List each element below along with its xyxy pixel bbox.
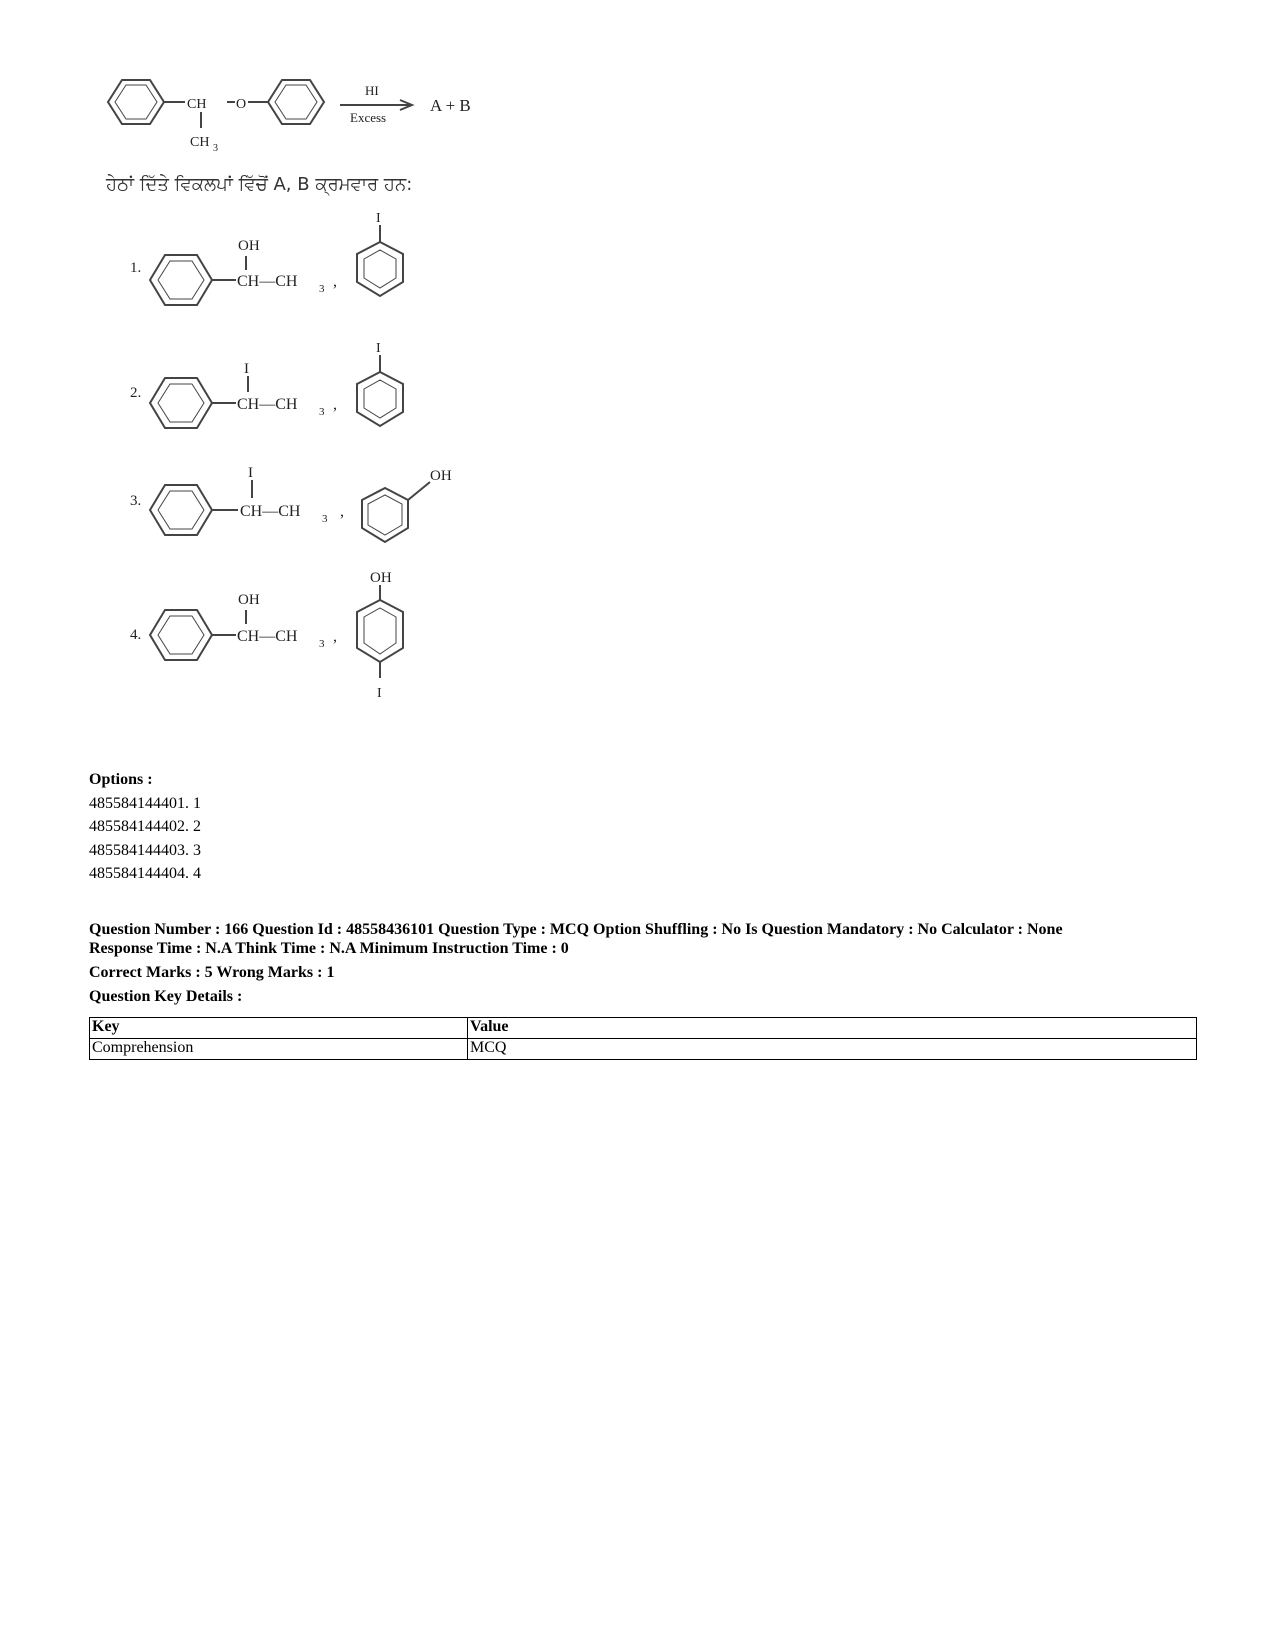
choice-chain: CH—CH (240, 503, 301, 520)
option-item: 485584144402. 2 (89, 818, 201, 835)
choice-top-group: I (248, 465, 253, 481)
choice-ring-substituent: OH (370, 570, 392, 586)
choice-ring-substituent: I (376, 211, 381, 226)
choice-top-group: OH (238, 592, 260, 608)
ch-label: CH (187, 97, 207, 112)
choice-separator: , (333, 628, 337, 645)
table-cell-value: MCQ (468, 1039, 1197, 1060)
reagent-top: HI (365, 83, 379, 98)
question-figure (100, 70, 520, 740)
choice-separator: , (333, 396, 337, 413)
table-header-row (90, 1018, 1197, 1039)
choice-ring-substituent: OH (430, 468, 452, 484)
response-time-line: Response Time : N.A Think Time : N.A Minimum Instruction Time : 0 (89, 940, 569, 957)
marks-line: Correct Marks : 5 Wrong Marks : 1 (89, 964, 335, 981)
key-details-heading: Question Key Details : (89, 988, 243, 1005)
reagent-bottom: Excess (350, 110, 387, 125)
chemistry-structures (100, 70, 520, 740)
column-header-value: Value (468, 1018, 1197, 1039)
choice-ring-substituent: I (376, 341, 381, 356)
choice-number: 2. (130, 385, 142, 401)
punjabi-instruction: ਹੇਠਾਂ ਦਿੱਤੇ ਵਿਕਲਪਾਂ ਵਿੱਚੋਂ A, B ਕ੍ਰਮਵਾਰ ਹਨ: (106, 174, 413, 195)
choice-number: 4. (130, 627, 142, 643)
table-row (90, 1039, 1197, 1060)
choice-separator: , (333, 273, 337, 290)
choice-chain-subscript: 3 (319, 406, 325, 418)
table-cell-key: Comprehension (90, 1039, 468, 1060)
choice-chain-subscript: 3 (319, 283, 325, 295)
question-meta (89, 920, 1199, 1006)
question-info-line: Question Number : 166 Question Id : 48558436101 Question Type : MCQ Option Shuffling : No Is Question Mandatory : No Calculator : None (89, 921, 1063, 938)
option-item: 485584144404. 4 (89, 865, 201, 882)
column-header-key: Key (90, 1018, 468, 1039)
choice-chain: CH—CH (237, 628, 298, 645)
choice-separator: , (340, 503, 344, 520)
choice-chain-subscript: 3 (319, 638, 325, 650)
option-item: 485584144403. 3 (89, 841, 201, 859)
choice-top-group: I (244, 361, 249, 377)
choice-top-group: OH (238, 238, 260, 254)
options-list (89, 768, 201, 886)
choice-chain-subscript: 3 (322, 513, 328, 525)
choice-chain: CH—CH (237, 273, 298, 290)
ch3-subscript: 3 (213, 143, 218, 154)
key-details-table (89, 1017, 1197, 1060)
option-item: 485584144401. 1 (89, 794, 201, 812)
ch3-label: CH (190, 135, 210, 150)
choice-ring-substituent-para: I (377, 686, 382, 701)
reaction-product: A + B (430, 96, 471, 115)
choice-number: 1. (130, 260, 142, 276)
choice-chain: CH—CH (237, 396, 298, 413)
options-header: Options : (89, 771, 153, 788)
choice-number: 3. (130, 493, 142, 509)
oxygen-label: O (236, 97, 247, 112)
